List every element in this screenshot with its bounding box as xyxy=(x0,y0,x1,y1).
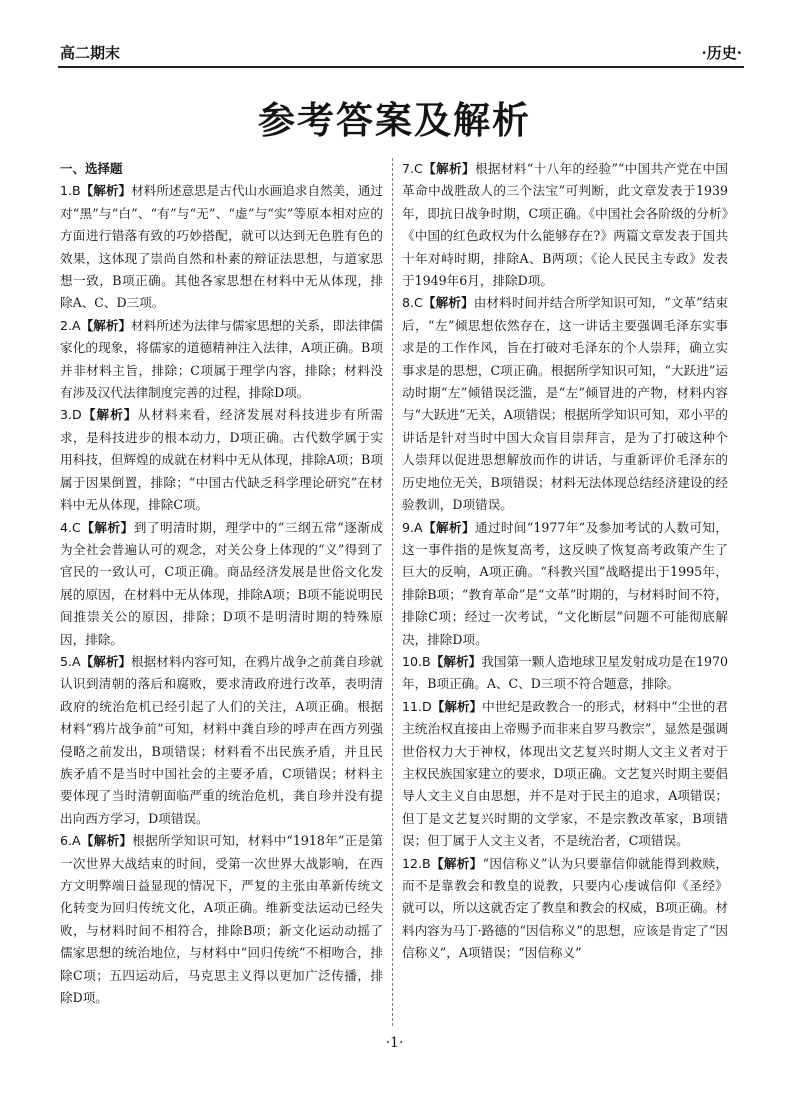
analysis-text: 根据材料内容可知，在鸦片战争之前龚自珍就认识到清朝的落后和腐败，要求清政府进行改革，表明清政府的统治危机已经引起了人们的关注，A项正确。根据材料“鸦片战争前”可知，材料中龚自珍的呼声在西方列强侵略之前发出，B项错误；材料看不出民族矛盾，并且民族矛盾不是当时中国社会的主要矛盾，C项错误；材料主要体现了当时清朝面临严重的统治危机，龚自珍并没有提出向西方学习，D项错误。 xyxy=(60,653,384,826)
analysis-text: 材料所述意思是古代山水画追求自然美，通过对“黑”与“白”、“有”与“无”、“虚”与“实”等原本相对应的方面进行错落有致的巧妙搭配，就可以达到无色胜有色的效果，这体现了崇尚自然和朴素的辩证法思想，与道家思想一致，B项正确。其他各家思想在材料中无从体现，排除A、C、D三项。 xyxy=(60,183,384,311)
analysis-tag: 【解析】 xyxy=(80,519,134,535)
answer-item xyxy=(402,517,728,651)
analysis-tag: 【解析】 xyxy=(422,161,476,176)
analysis-tag: 【解析】 xyxy=(422,295,474,311)
answer-item xyxy=(60,651,383,830)
analysis-text: “因信称义”认为只要靠信仰就能得到救赎，而不是靠教会和教皇的说教，只要内心虔诚信仰《圣经》就可以，所以这就否定了教皇和教会的权威，B项正确。材料内容为马丁·路德的“因信称义”的思想，应该是肯定了“因信称义”，A项错误；“因信称义” xyxy=(402,855,728,961)
analysis-text: 从材料来看，经济发展对科技进步有所需求，是科技进步的根本动力，D项正确。古代数学属于实用科技，但辉煌的成就在材料中无从体现，排除A项；B项属于因果倒置，排除；“中国古代缺乏科学理论研究”在材料中无从体现，排除C项。 xyxy=(60,407,384,513)
answer-item xyxy=(402,853,728,965)
right-column xyxy=(402,158,728,965)
header-rule xyxy=(58,66,744,68)
answer-number: 7.C xyxy=(402,161,423,176)
answer-number: 6.A xyxy=(60,833,81,849)
analysis-tag: 【解析】 xyxy=(430,653,482,669)
answer-number: 5.A xyxy=(60,653,81,669)
answer-item xyxy=(60,517,383,651)
page-header xyxy=(58,40,744,64)
answer-item xyxy=(60,315,383,405)
answer-number: 3.D xyxy=(60,407,82,423)
analysis-text: 到了明清时期，理学中的“三纲五常”逐渐成为全社会普遍认可的观念，对关公身上体现的“义”得到了官民的一致认可，C项正确。商品经济发展是世俗文化发展的原因，在材料中无从体现，排除A项；B项不能说明民间推崇关公的原因，排除；D项不是明清时期的特殊原因，排除。 xyxy=(60,519,383,647)
answer-number: 1.B xyxy=(60,183,81,199)
analysis-text: 根据材料“十八年的经验”“中国共产党在中国革命中战胜敌人的三个法宝”可判断，此文章发表于1939年，即抗日战争时期，C项正确。《中国社会各阶级的分析》《中国的红色政权为什么能够存在?》两篇文章发表于国共十年对峙时期，排除A、B两项；《论人民民主专政》发表于1949年6月，排除D项。 xyxy=(402,161,728,289)
answer-number: 4.C xyxy=(60,519,81,535)
answer-number: 12.B xyxy=(402,855,431,871)
answer-number: 8.C xyxy=(402,295,423,311)
analysis-tag: 【解析】 xyxy=(430,855,483,871)
analysis-text: 由材料时间并结合所学知识可知，“文革”结束后，“左”倾思想依然存在，这一讲话主要强调毛泽东实事求是的工作作风，旨在打破对毛泽东的个人崇拜，确立实事求是的思想，C项正确。根据所学知识可知，“大跃进”运动时期“左”倾错误泛滥，是“左”倾冒进的产物，材料内容与“大跃进”无关，A项错误；根据所学知识可知，邓小平的讲话是针对当时中国大众盲目崇拜言，是为了打破这种个人崇拜以促进思想解放而作的讲话，与重新评价毛泽东的历史地位无关，B项错误；材料无法体现总结经济建设的经验教训，D项错误。 xyxy=(402,295,728,513)
answer-number: 10.B xyxy=(402,653,431,669)
header-grade-label: 高二期末 xyxy=(60,44,121,62)
page-number: ·1· xyxy=(385,1035,404,1051)
analysis-tag: 【解析】 xyxy=(80,833,133,849)
analysis-text: 我国第一颗人造地球卫星发射成功是在1970年，B项正确。A、C、D三项不符合题意，排除。 xyxy=(402,653,728,692)
analysis-text: 材料所述为法律与儒家思想的关系，即法律儒家化的现象，将儒家的道德精神注入法律，A项正确。B项并非材料主旨，排除；C项属于理学内容，排除；材料没有涉及汉代法律制度完善的过程，排除D项。 xyxy=(60,317,384,401)
header-subject-label: ·历史· xyxy=(701,44,742,62)
right-answer-list xyxy=(402,158,728,965)
analysis-text: 通过时间“1977年”及参加考试的人数可知，这一事件指的是恢复高考，这反映了恢复高考政策产生了巨大的反响，A项正确。“科教兴国”战略提出于1995年，排除B项；“教育革命”是“文革”时期的，与材料时间不符，排除C项；经过一次考试，“文化断层”问题不可能彻底解决，排除D项。 xyxy=(402,519,728,647)
analysis-text: 根据所学知识可知，材料中“1918年”正是第一次世界大战结束的时间，受第一次世界大战影响，在西方文明弊端日益显现的情况下，严复的主张由革新传统文化转变为回归传统文化，A项正确。维新变法运动已经失败，与材料时间不相符合，排除B项；新文化运动动摇了儒家思想的统治地位，与材料中“回归传统”不相吻合，排除C项；五四运动后，马克思主义得以更加广泛传播，排除D项。 xyxy=(60,833,383,1006)
column-divider xyxy=(392,158,393,1026)
answer-item xyxy=(402,158,728,292)
analysis-tag: 【解析】 xyxy=(80,183,132,199)
left-answer-list xyxy=(60,180,383,1009)
answer-number: 9.A xyxy=(402,519,423,535)
analysis-tag: 【解析】 xyxy=(422,519,475,535)
page-title: 参考答案及解析 xyxy=(258,99,531,142)
answer-item xyxy=(60,180,383,314)
analysis-tag: 【解析】 xyxy=(80,317,132,333)
answer-number: 2.A xyxy=(60,317,81,333)
analysis-text: 中世纪是政教合一的形式，材料中“尘世的君主统治权直接由上帝赐予而非来自罗马教宗”，显然是强调世俗权力大于神权，体现出文艺复兴时期人文主义者对于主权民族国家建立的要求，D项正确。文艺复兴时期主要倡导人文主义自由思想，并不是对于民主的追求，A项错误；但丁是文艺复兴时期的文学家，不是宗教改革家，B项错误；但丁属于人文主义者，不是统治者，C项错误。 xyxy=(402,698,728,849)
answer-item xyxy=(60,404,383,516)
analysis-tag: 【解析】 xyxy=(431,698,483,714)
answer-item xyxy=(402,651,728,696)
answer-item xyxy=(60,830,383,1009)
left-column xyxy=(60,158,383,1009)
analysis-tag: 【解析】 xyxy=(81,407,138,423)
section-heading: 一、选择题 xyxy=(60,161,123,176)
answer-item xyxy=(402,292,728,516)
analysis-tag: 【解析】 xyxy=(80,653,132,669)
answer-number: 11.D xyxy=(402,698,432,714)
answer-item xyxy=(402,696,728,853)
